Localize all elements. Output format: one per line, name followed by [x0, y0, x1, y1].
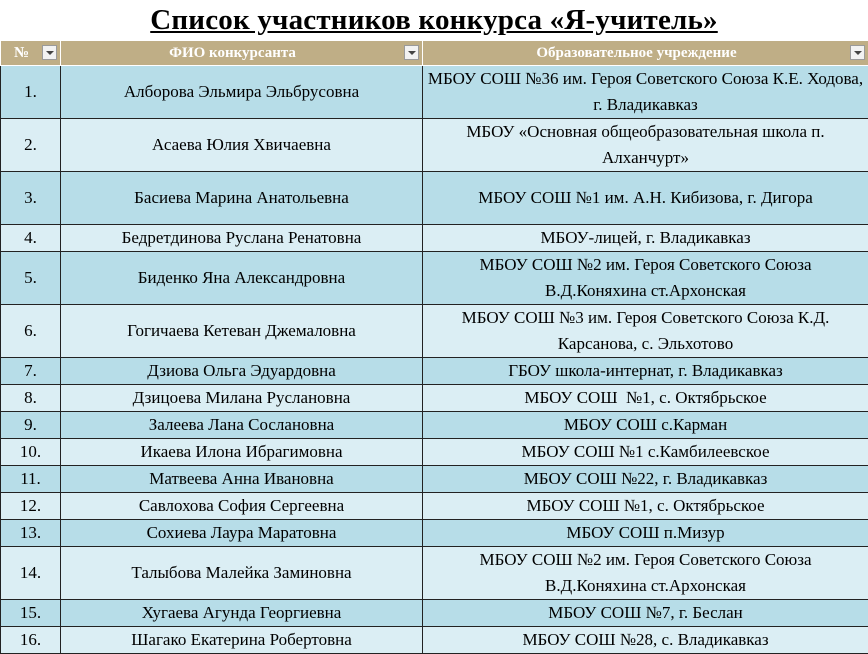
table-row [1, 520, 868, 547]
table-row [1, 66, 868, 119]
cell-school: МБОУ «Основная общеобразовательная школа п. Алханчурт» [423, 119, 868, 172]
filter-dropdown-icon[interactable] [42, 45, 57, 60]
cell-school: МБОУ СОШ №1, с. Октябрьское [423, 493, 868, 520]
cell-num: 12. [1, 493, 61, 520]
participants-table [0, 40, 868, 654]
cell-name: Матвеева Анна Ивановна [61, 466, 423, 493]
cell-school: МБОУ СОШ №3 им. Героя Советского Союза К.Д. Карсанова, с. Эльхотово [423, 305, 868, 358]
table-row [1, 493, 868, 520]
cell-num: 6. [1, 305, 61, 358]
cell-school: МБОУ СОШ №2 им. Героя Советского Союза В.Д.Коняхина ст.Архонская [423, 547, 868, 600]
cell-name: Шагако Екатерина Робертовна [61, 627, 423, 654]
table-row [1, 466, 868, 493]
cell-num: 11. [1, 466, 61, 493]
cell-num: 13. [1, 520, 61, 547]
cell-school: МБОУ СОШ №7, г. Беслан [423, 600, 868, 627]
cell-num: 16. [1, 627, 61, 654]
column-header-school [423, 41, 868, 66]
cell-school: МБОУ СОШ №36 им. Героя Советского Союза К.Е. Ходова, г. Владикавказ [423, 66, 868, 119]
table-row [1, 412, 868, 439]
column-header-school-label: Образовательное учреждение [536, 45, 754, 62]
cell-name: Залеева Лана Сослановна [61, 412, 423, 439]
cell-name: Талыбова Малейка Заминовна [61, 547, 423, 600]
cell-name: Басиева Марина Анатольевна [61, 172, 423, 225]
cell-name: Дзицоева Милана Руслановна [61, 385, 423, 412]
cell-school: МБОУ-лицей, г. Владикавказ [423, 225, 868, 252]
table-row [1, 600, 868, 627]
table-row [1, 119, 868, 172]
column-header-num-label: № [14, 45, 47, 62]
cell-num: 5. [1, 252, 61, 305]
cell-num: 1. [1, 66, 61, 119]
cell-name: Асаева Юлия Хвичаевна [61, 119, 423, 172]
cell-school: МБОУ СОШ с.Карман [423, 412, 868, 439]
column-header-num [1, 41, 61, 66]
cell-name: Савлохова София Сергеевна [61, 493, 423, 520]
cell-num: 3. [1, 172, 61, 225]
cell-num: 14. [1, 547, 61, 600]
cell-school: МБОУ СОШ №1 с.Камбилеевское [423, 439, 868, 466]
table-row [1, 305, 868, 358]
cell-name: Биденко Яна Александровна [61, 252, 423, 305]
table-row [1, 385, 868, 412]
cell-num: 7. [1, 358, 61, 385]
table-row [1, 252, 868, 305]
header-row [1, 41, 868, 66]
page-title: Список участников конкурса «Я-учитель» [0, 0, 868, 38]
cell-school: МБОУ СОШ №22, г. Владикавказ [423, 466, 868, 493]
cell-num: 2. [1, 119, 61, 172]
cell-name: Хугаева Агунда Георгиевна [61, 600, 423, 627]
cell-num: 4. [1, 225, 61, 252]
cell-num: 15. [1, 600, 61, 627]
cell-name: Дзиова Ольга Эдуардовна [61, 358, 423, 385]
cell-school: МБОУ СОШ п.Мизур [423, 520, 868, 547]
cell-name: Бедретдинова Руслана Ренатовна [61, 225, 423, 252]
cell-school: МБОУ СОШ №28, с. Владикавказ [423, 627, 868, 654]
cell-name: Икаева Илона Ибрагимовна [61, 439, 423, 466]
cell-name: Сохиева Лаура Маратовна [61, 520, 423, 547]
cell-school: ГБОУ школа-интернат, г. Владикавказ [423, 358, 868, 385]
table-row [1, 627, 868, 654]
table-row [1, 225, 868, 252]
table-row [1, 358, 868, 385]
cell-school: МБОУ СОШ №2 им. Героя Советского Союза В.Д.Коняхина ст.Архонская [423, 252, 868, 305]
cell-name: Алборова Эльмира Эльбрусовна [61, 66, 423, 119]
cell-num: 8. [1, 385, 61, 412]
cell-name: Гогичаева Кетеван Джемаловна [61, 305, 423, 358]
filter-dropdown-icon[interactable] [850, 45, 865, 60]
cell-num: 9. [1, 412, 61, 439]
table-row [1, 547, 868, 600]
column-header-name-label: ФИО конкурсанта [169, 45, 314, 62]
cell-num: 10. [1, 439, 61, 466]
column-header-name [61, 41, 423, 66]
table-row [1, 439, 868, 466]
cell-school: МБОУ СОШ №1 им. А.Н. Кибизова, г. Дигора [423, 172, 868, 225]
cell-school: МБОУ СОШ №1, с. Октябрьское [423, 385, 868, 412]
filter-dropdown-icon[interactable] [404, 45, 419, 60]
table-row [1, 172, 868, 225]
